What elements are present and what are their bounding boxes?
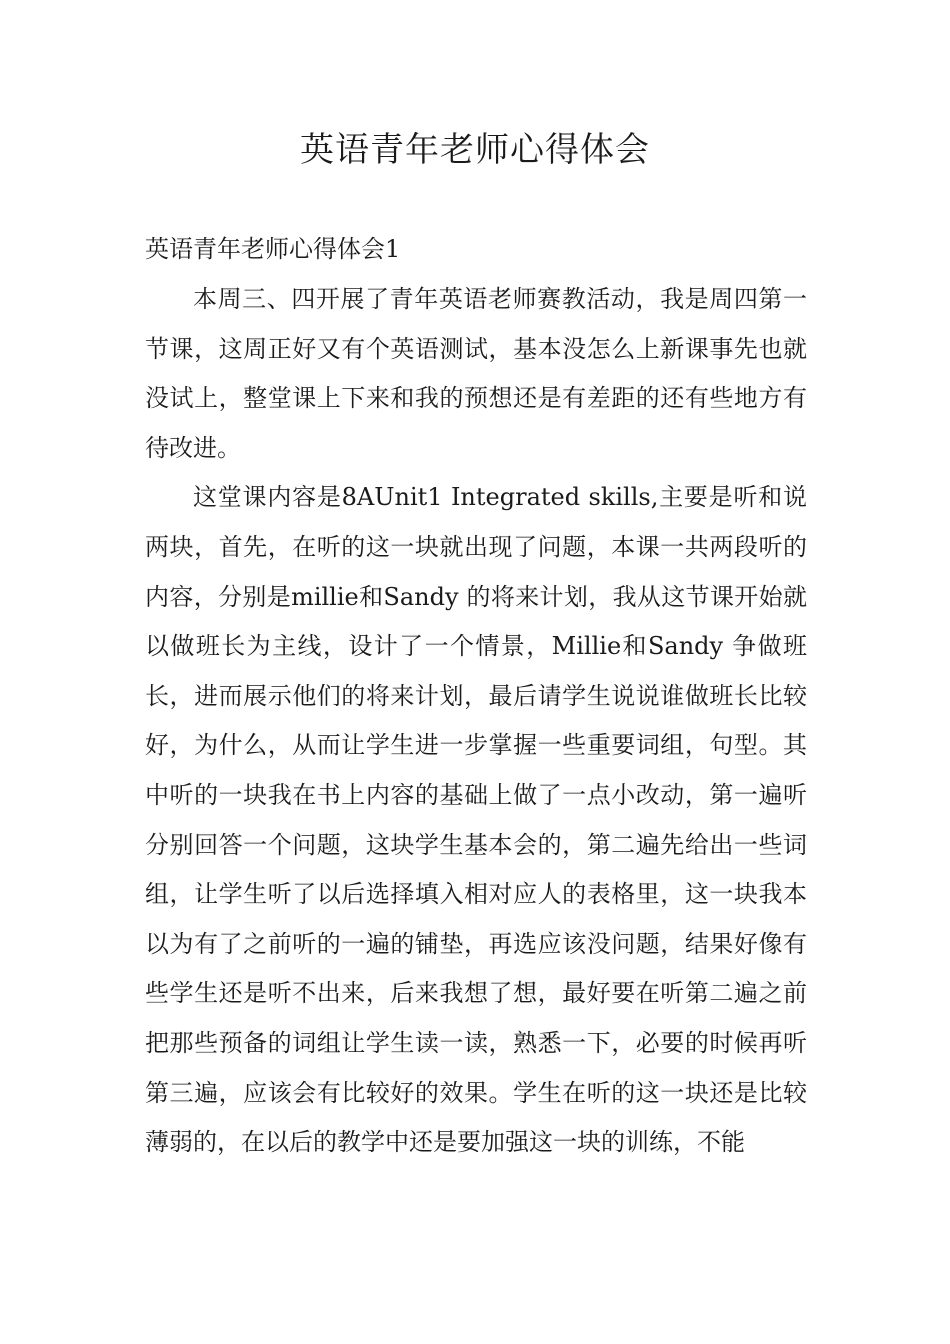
document-title: 英语青年老师心得体会	[300, 130, 650, 170]
paragraph-2: 这堂课内容是8AUnit1 Integrated skills,主要是听和说两块，首先，在听的这一块就出现了问题，本课一共两段听的内容，分别是millie和Sandy 的将来计划，我从这节课开始就以做班长为主线，设计了一个情景，Millie和Sandy 争做班长，进而展示他们的将来计划，最后请学生说说谁做班长比较好，为什么，从而让学生进一步掌握一些重要词组，句型。其中听的一块我在书上内容的基础上做了一点小改动，第一遍听分别回答一个问题，这块学生基本会的，第二遍先给出一些词组，让学生听了以后选择填入相对应人的表格里，这一块我本以为有了之前听的一遍的铺垫，再选应该没问题，结果好像有些学生还是听不出来，后来我想了想，最好要在听第二遍之前把那些预备的词组让学生读一读，熟悉一下，必要的时候再听第三遍，应该会有比较好的效果。学生在听的这一块还是比较薄弱的，在以后的教学中还是要加强这一块的训练，不能	[145, 483, 807, 1157]
document-body	[145, 275, 807, 1168]
paragraph-1: 本周三、四开展了青年英语老师赛教活动，我是周四第一节课，这周正好又有个英语测试，基本没怎么上新课事先也就没试上，整堂课上下来和我的预想还是有差距的还有些地方有待改进。	[145, 285, 807, 462]
section-heading: 英语青年老师心得体会1	[145, 235, 401, 263]
